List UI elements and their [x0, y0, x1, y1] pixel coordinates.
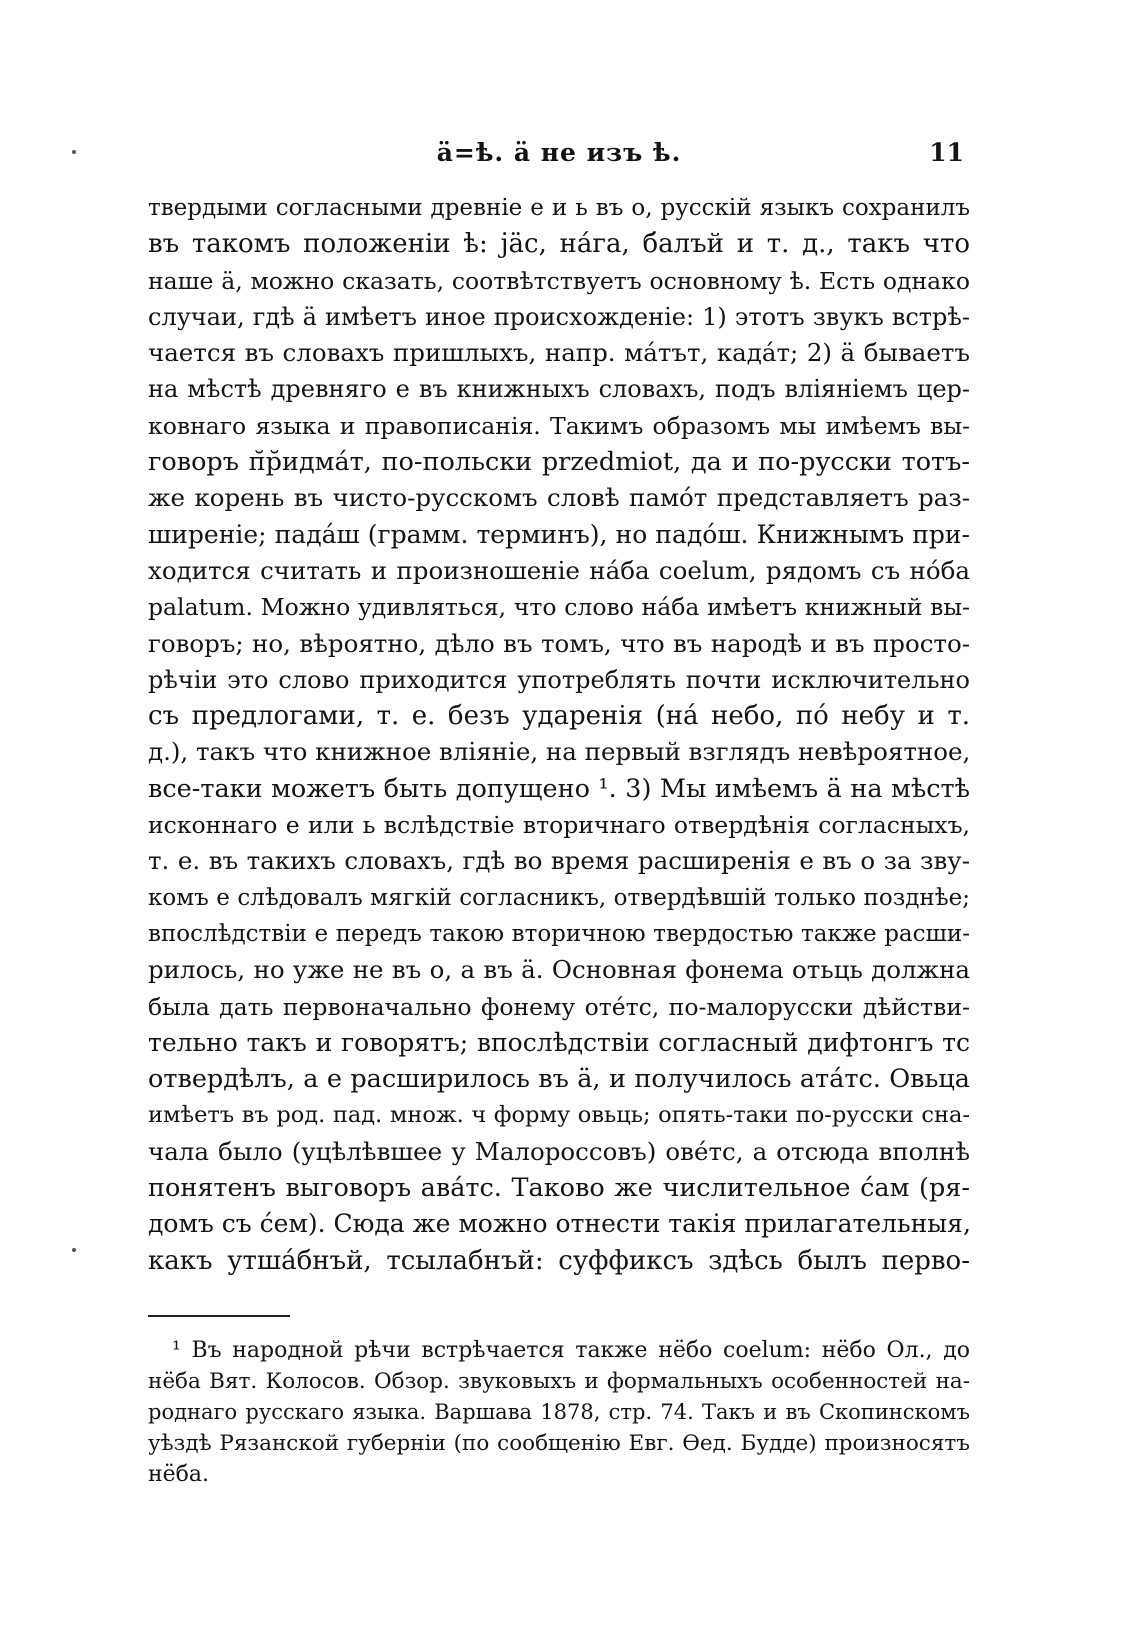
text-line: все-таки можетъ быть допущено ¹. 3) Мы имѣемъ ä на мѣстѣ — [148, 773, 970, 804]
text-line: palatum. Можно удивляться, что слово на́ба имѣетъ книжный вы- — [148, 593, 970, 622]
text-line: ковнаго языка и правописанія. Такимъ образомъ мы имѣемъ вы- — [148, 411, 970, 440]
text-line: тельно такъ и говорятъ; впослѣдствіи согласный дифтонгъ тс — [148, 1027, 970, 1057]
footnote-line: уѣздѣ Рязанской губерніи (по сообщенію Евг. Ѳед. Будде) произносятъ — [148, 1430, 970, 1456]
text-line: чала было (уцѣлѣвшее у Малороссовъ) ове́тс, а отсюда вполнѣ — [148, 1136, 970, 1166]
text-line: въ такомъ положеніи ѣ: ȷ̇äс, на́га, б́алъй и т. д., такъ что — [148, 229, 970, 260]
text-line: говоръ п̆р̆идма́т, по-польски przedmiot, да и по-русски тотъ- — [148, 447, 970, 478]
text-line: твердыми согласными древніе е и ь въ о, русскій языкъ сохранилъ — [148, 195, 970, 221]
text-line: ходится считать и произношеніе на́ба coelum, рядомъ съ но́ба — [148, 555, 970, 585]
text-line: комъ е слѣдовалъ мягкій согласникъ, отвердѣвшій только позднѣе; — [148, 884, 970, 911]
text-line: понятенъ выговоръ ава́тс. Таково же числительное с́ам (ря- — [148, 1173, 970, 1204]
text-line: на мѣстѣ древняго е въ книжныхъ словахъ, подъ вліяніемъ цер- — [148, 375, 970, 404]
print-speck — [72, 1248, 76, 1252]
text-line: рилось, но уже не въ о, а въ ä. Основная фонема отьць должна — [148, 955, 970, 985]
footnote-line: нёба Вят. Колосов. Обзор. звуковыхъ и формальныхъ особенностей на- — [148, 1368, 970, 1394]
text-line: говоръ; но, вѣроятно, дѣло въ томъ, что въ народѣ и въ просто- — [148, 628, 970, 658]
document-page — [148, 138, 970, 1490]
text-line: случаи, гдѣ ä имѣетъ иное происхожденіе: 1) этотъ звукъ встрѣ- — [148, 302, 970, 331]
footnote-line: нёба. — [148, 1461, 210, 1487]
text-line: съ предлогами, т. е. безъ ударенія (на́ небо, по́ небу и т. — [148, 701, 970, 732]
text-line: д.), такъ что книжное вліяніе, на первый взглядъ невѣроятное, — [148, 737, 971, 767]
text-line: впослѣдствіи е передъ такою вторичною твердостью также расши- — [148, 920, 970, 947]
text-line: рѣчіи это слово приходится употреблять почти исключительно — [148, 665, 970, 694]
footnote-line: роднаго русскаго языка. Варшава 1878, стр. 74. Такъ и въ Скопинскомъ — [148, 1399, 970, 1424]
text-line: имѣетъ въ род. пад. множ. ч форму овьць; опять-таки по-русски сна- — [148, 1102, 970, 1129]
footnotes — [148, 1335, 970, 1490]
text-line: исконнаго е или ь вслѣдствіе вторичнаго отвердѣнія согласныхъ, — [148, 811, 970, 840]
running-title: ä=ѣ. ä не изъ ѣ. — [436, 138, 682, 167]
page-header — [148, 138, 970, 174]
footnote-line: ¹ Въ народной рѣчи встрѣчается также нёбо coelum: нёбо Ол., до — [172, 1337, 970, 1363]
text-line: домъ съ с́ем). Сюда же можно отнести такія прилагательныя, — [148, 1209, 971, 1239]
text-line: отвердѣлъ, а е расширилось въ ä, и получилось ата́тс. Овьца — [148, 1064, 970, 1095]
text-line: какъ утша́бнъй, тсылабнъй: суффиксъ здѣсь былъ перво- — [148, 1245, 970, 1276]
page-number: 11 — [929, 138, 964, 167]
text-line: была дать первоначально фонему оте́тс, по-малорусски дѣйстви- — [148, 992, 970, 1021]
text-line: чается въ словахъ пришлыхъ, напр. ма́тът, када́т; 2) ä бываетъ — [148, 338, 970, 368]
text-line: наше ä, можно сказать, соотвѣтствуетъ основному ѣ. Есть однако — [148, 266, 970, 295]
print-speck — [72, 150, 76, 154]
text-line: т. е. въ такихъ словахъ, гдѣ во время расширенія е въ о за зву- — [148, 846, 970, 876]
footnote-divider — [148, 1315, 290, 1317]
body-text — [148, 190, 970, 1279]
text-line: ширеніе; пада́ш (грамм. терминъ), но падо́ш. Книжнымъ при- — [148, 519, 970, 549]
text-line: же корень въ чисто-русскомъ словѣ памо́т представляетъ раз- — [148, 483, 970, 513]
